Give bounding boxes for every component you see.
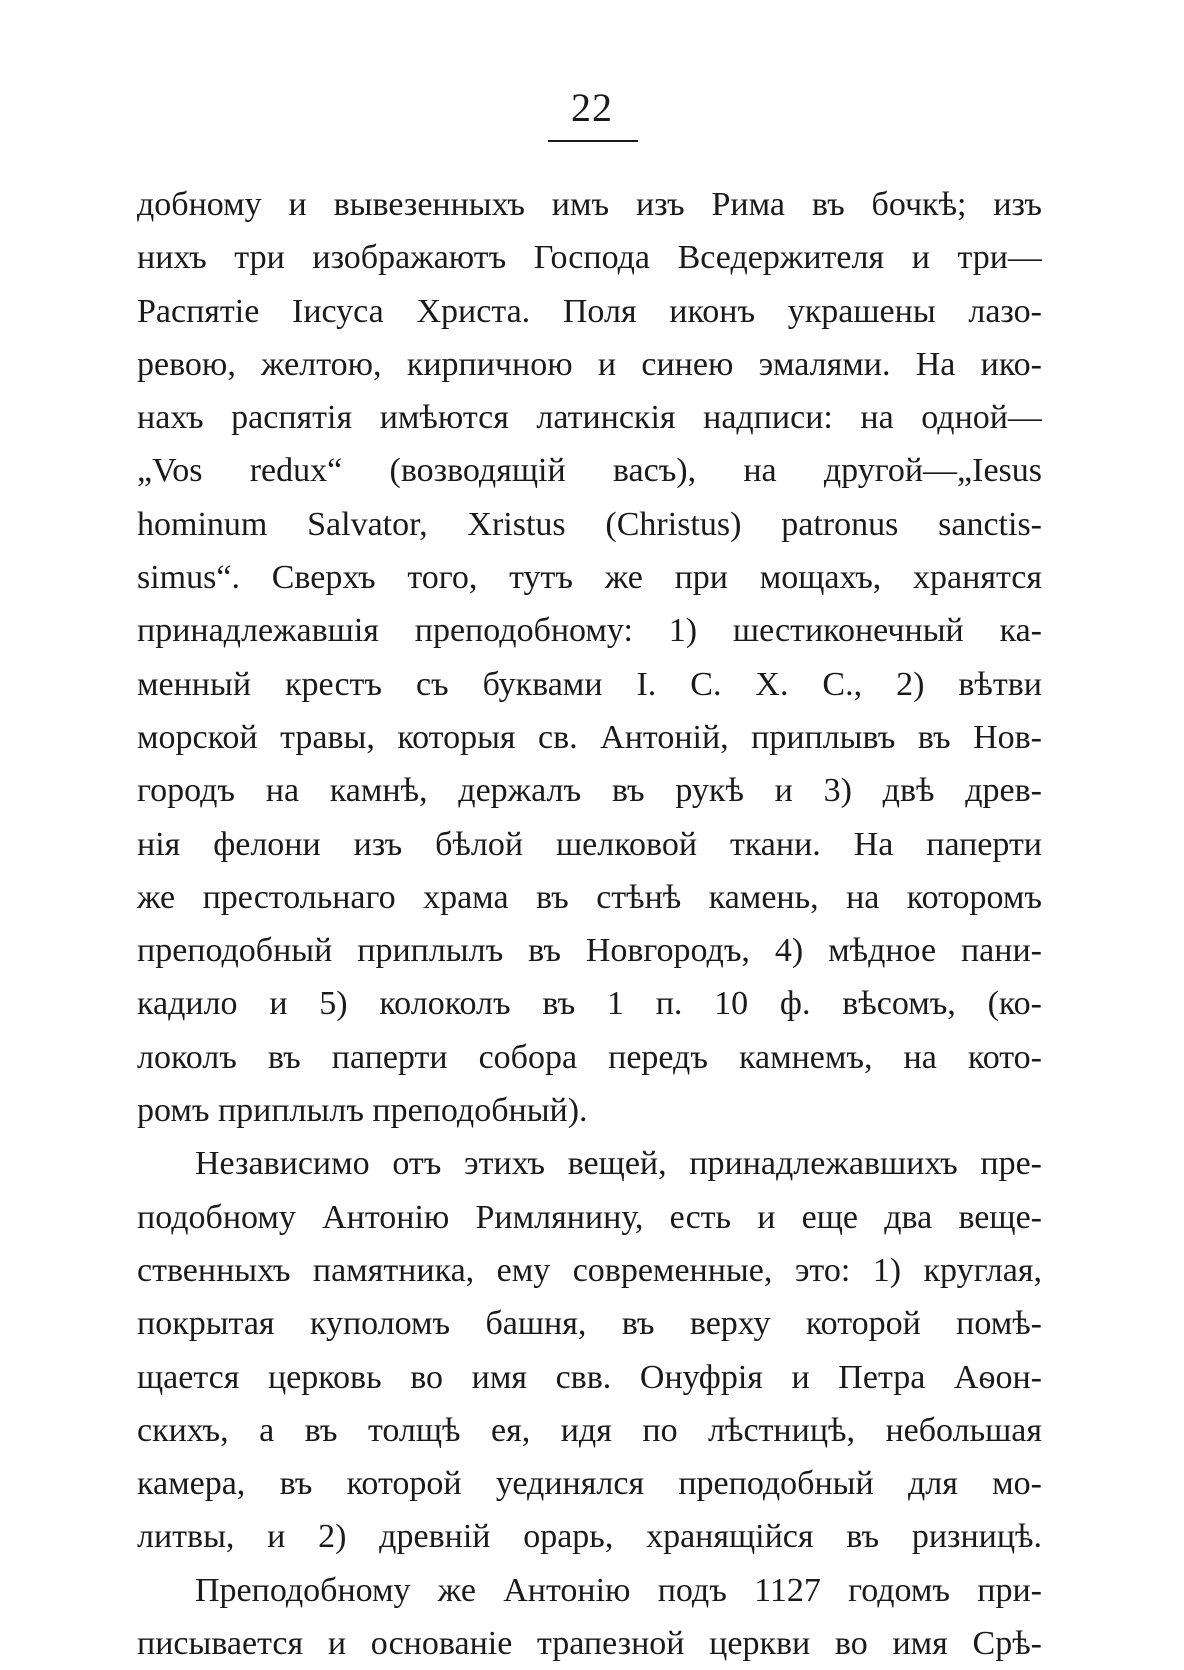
text-line: литвы, и 2) древній орарь, хранящійся въ ризницѣ.: [137, 1518, 1042, 1556]
text-line: преподобный приплылъ въ Новгородъ, 4) мѣдное пани-: [137, 932, 1042, 970]
body-text: [137, 178, 1042, 1670]
text-line: скихъ, а въ толщѣ ея, идя по лѣстницѣ, небольшая: [137, 1411, 1042, 1449]
text-line: морской травы, которыя св. Антоній, приплывъ въ Нов-: [137, 718, 1042, 756]
text-line: Распятіе Іисуса Христа. Поля иконъ украшены лазо-: [137, 292, 1042, 330]
page-number-rule: [548, 140, 638, 142]
paragraph-first-line: Независимо отъ этихъ вещей, принадлежавшихъ пре-: [195, 1145, 1042, 1183]
text-line: локолъ въ паперти собора передъ камнемъ, на кото-: [137, 1038, 1042, 1076]
text-line: нихъ три изображаютъ Господа Вседержителя и три—: [137, 239, 1042, 277]
text-line: ревою, желтою, кирпичною и синею эмалями. На ико-: [137, 345, 1042, 383]
text-line: камера, въ которой уединялся преподобный для мо-: [137, 1465, 1042, 1503]
text-line: ственныхъ памятника, ему современные, это: 1) круглая,: [137, 1251, 1042, 1289]
text-line: принадлежавшія преподобному: 1) шестиконечный ка-: [137, 612, 1042, 650]
text-line: щается церковь во имя свв. Онуфрія и Петра Аѳон-: [137, 1358, 1042, 1396]
text-line: менный крестъ съ буквами І. С. Х. С., 2) вѣтви: [137, 665, 1042, 703]
page-number: 22: [571, 85, 613, 130]
text-line: „Vos redux“ (возводящій васъ), на другой—„Iesus: [137, 452, 1042, 490]
text-line: hominum Salvator, Xristus (Christus) patronus sanctis-: [137, 505, 1042, 543]
text-line: же престольнаго храма въ стѣнѣ камень, на которомъ: [137, 878, 1042, 916]
paragraph-first-line: Преподобному же Антонію подъ 1127 годомъ при-: [195, 1571, 1042, 1609]
text-line: добному и вывезенныхъ имъ изъ Рима въ бочкѣ; изъ: [137, 186, 1042, 223]
text-line: покрытая куполомъ башня, въ верху которой помѣ-: [137, 1305, 1042, 1343]
text-line: подобному Антонію Римлянину, есть и еще два веще-: [137, 1198, 1042, 1236]
text-line: simus“. Сверхъ того, тутъ же при мощахъ, хранятся: [137, 559, 1042, 597]
text-line: городъ на камнѣ, держалъ въ рукѣ и 3) двѣ древ-: [137, 772, 1042, 810]
text-line: нія фелони изъ бѣлой шелковой ткани. На паперти: [137, 825, 1042, 863]
text-line: писывается и основаніе трапезной церкви во имя Срѣ-: [137, 1625, 1042, 1663]
paragraph-end-line: ромъ приплылъ преподобный).: [137, 1092, 588, 1130]
text-line: кадило и 5) колоколъ въ 1 п. 10 ф. вѣсомъ, (ко-: [137, 985, 1042, 1023]
text-line: нахъ распятія имѣются латинскія надписи: на одной—: [137, 399, 1042, 437]
